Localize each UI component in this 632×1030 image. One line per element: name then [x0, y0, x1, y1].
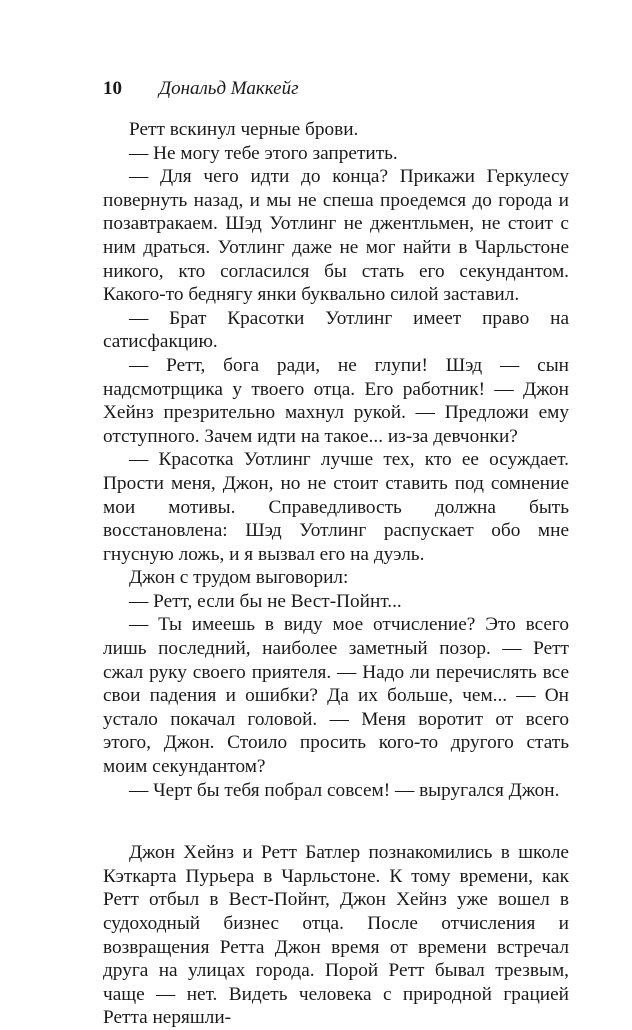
paragraph: — Брат Красотки Уотлинг имеет право на сатисфакцию. [103, 307, 569, 353]
running-title: Дональд Маккейг [159, 78, 299, 99]
paragraph: Ретт вскинул черные брови. [129, 119, 359, 140]
paragraph: — Ты имеешь в виду мое отчисление? Это всего лишь последний, наиболее заметный позор. — Ретт сжал руку своего приятеля. — Надо ли перечислять все свои падения и ошибки? Да их больше, чем... — Он устало покачал головой. — Меня воротит от всего этого, Джон. Стоило просить кого-то другого стать моим секундантом? [103, 614, 569, 778]
paragraph: — Не могу тебе этого запретить. [129, 142, 398, 164]
paragraph: — Ретт, если бы не Вест-Пойнт... [129, 590, 402, 612]
paragraph: Джон с трудом выговорил: [129, 567, 349, 589]
running-head [103, 78, 573, 100]
paragraph: — Красотка Уотлинг лучше тех, кто ее осуждает. Прости меня, Джон, но не стоит ставить под сомнение мои мотивы. Справедливость должна быть восстановлена: Шэд Уотлинг распускает обо мне гнусную ложь, и я вызвал его на дуэль. [103, 449, 569, 565]
paragraph: Джон Хейнз и Ретт Батлер познакомились в школе Кэткарта Пурьера в Чарльстоне. К тому времени, как Ретт отбыл в Вест-Пойнт, Джон Хейнз уже вошел в судоходный бизнес отца. После отчисления и возвращения Ретта Джон время от времени встречал друга на улицах города. Порой Ретт бывал трезвым, чаще — нет. Видеть человека с природной грацией Ретта неряшли- [103, 842, 569, 1029]
paragraph: — Черт бы тебя побрал совсем! — выругался Джон. [129, 779, 560, 801]
section-break [103, 802, 569, 841]
body-text [103, 118, 569, 1030]
page-number: 10 [103, 78, 122, 99]
paragraph: — Для чего идти до конца? Прикажи Геркулесу повернуть назад, и мы не спеша проедемся до города и позавтракаем. Шэд Уотлинг не джентльмен, не стоит с ним драться. Уотлинг даже не мог найти в Чарльстоне никого, кто согласился бы стать его секундантом. Какого-то беднягу янки буквально силой заставил. [103, 166, 569, 306]
paragraph: — Ретт, бога ради, не глупи! Шэд — сын надсмотрщика у твоего отца. Его работник! — Джон Хейнз презрительно махнул рукой. — Предложи ему отступного. Зачем идти на такое... из-за девчонки? [103, 354, 569, 447]
